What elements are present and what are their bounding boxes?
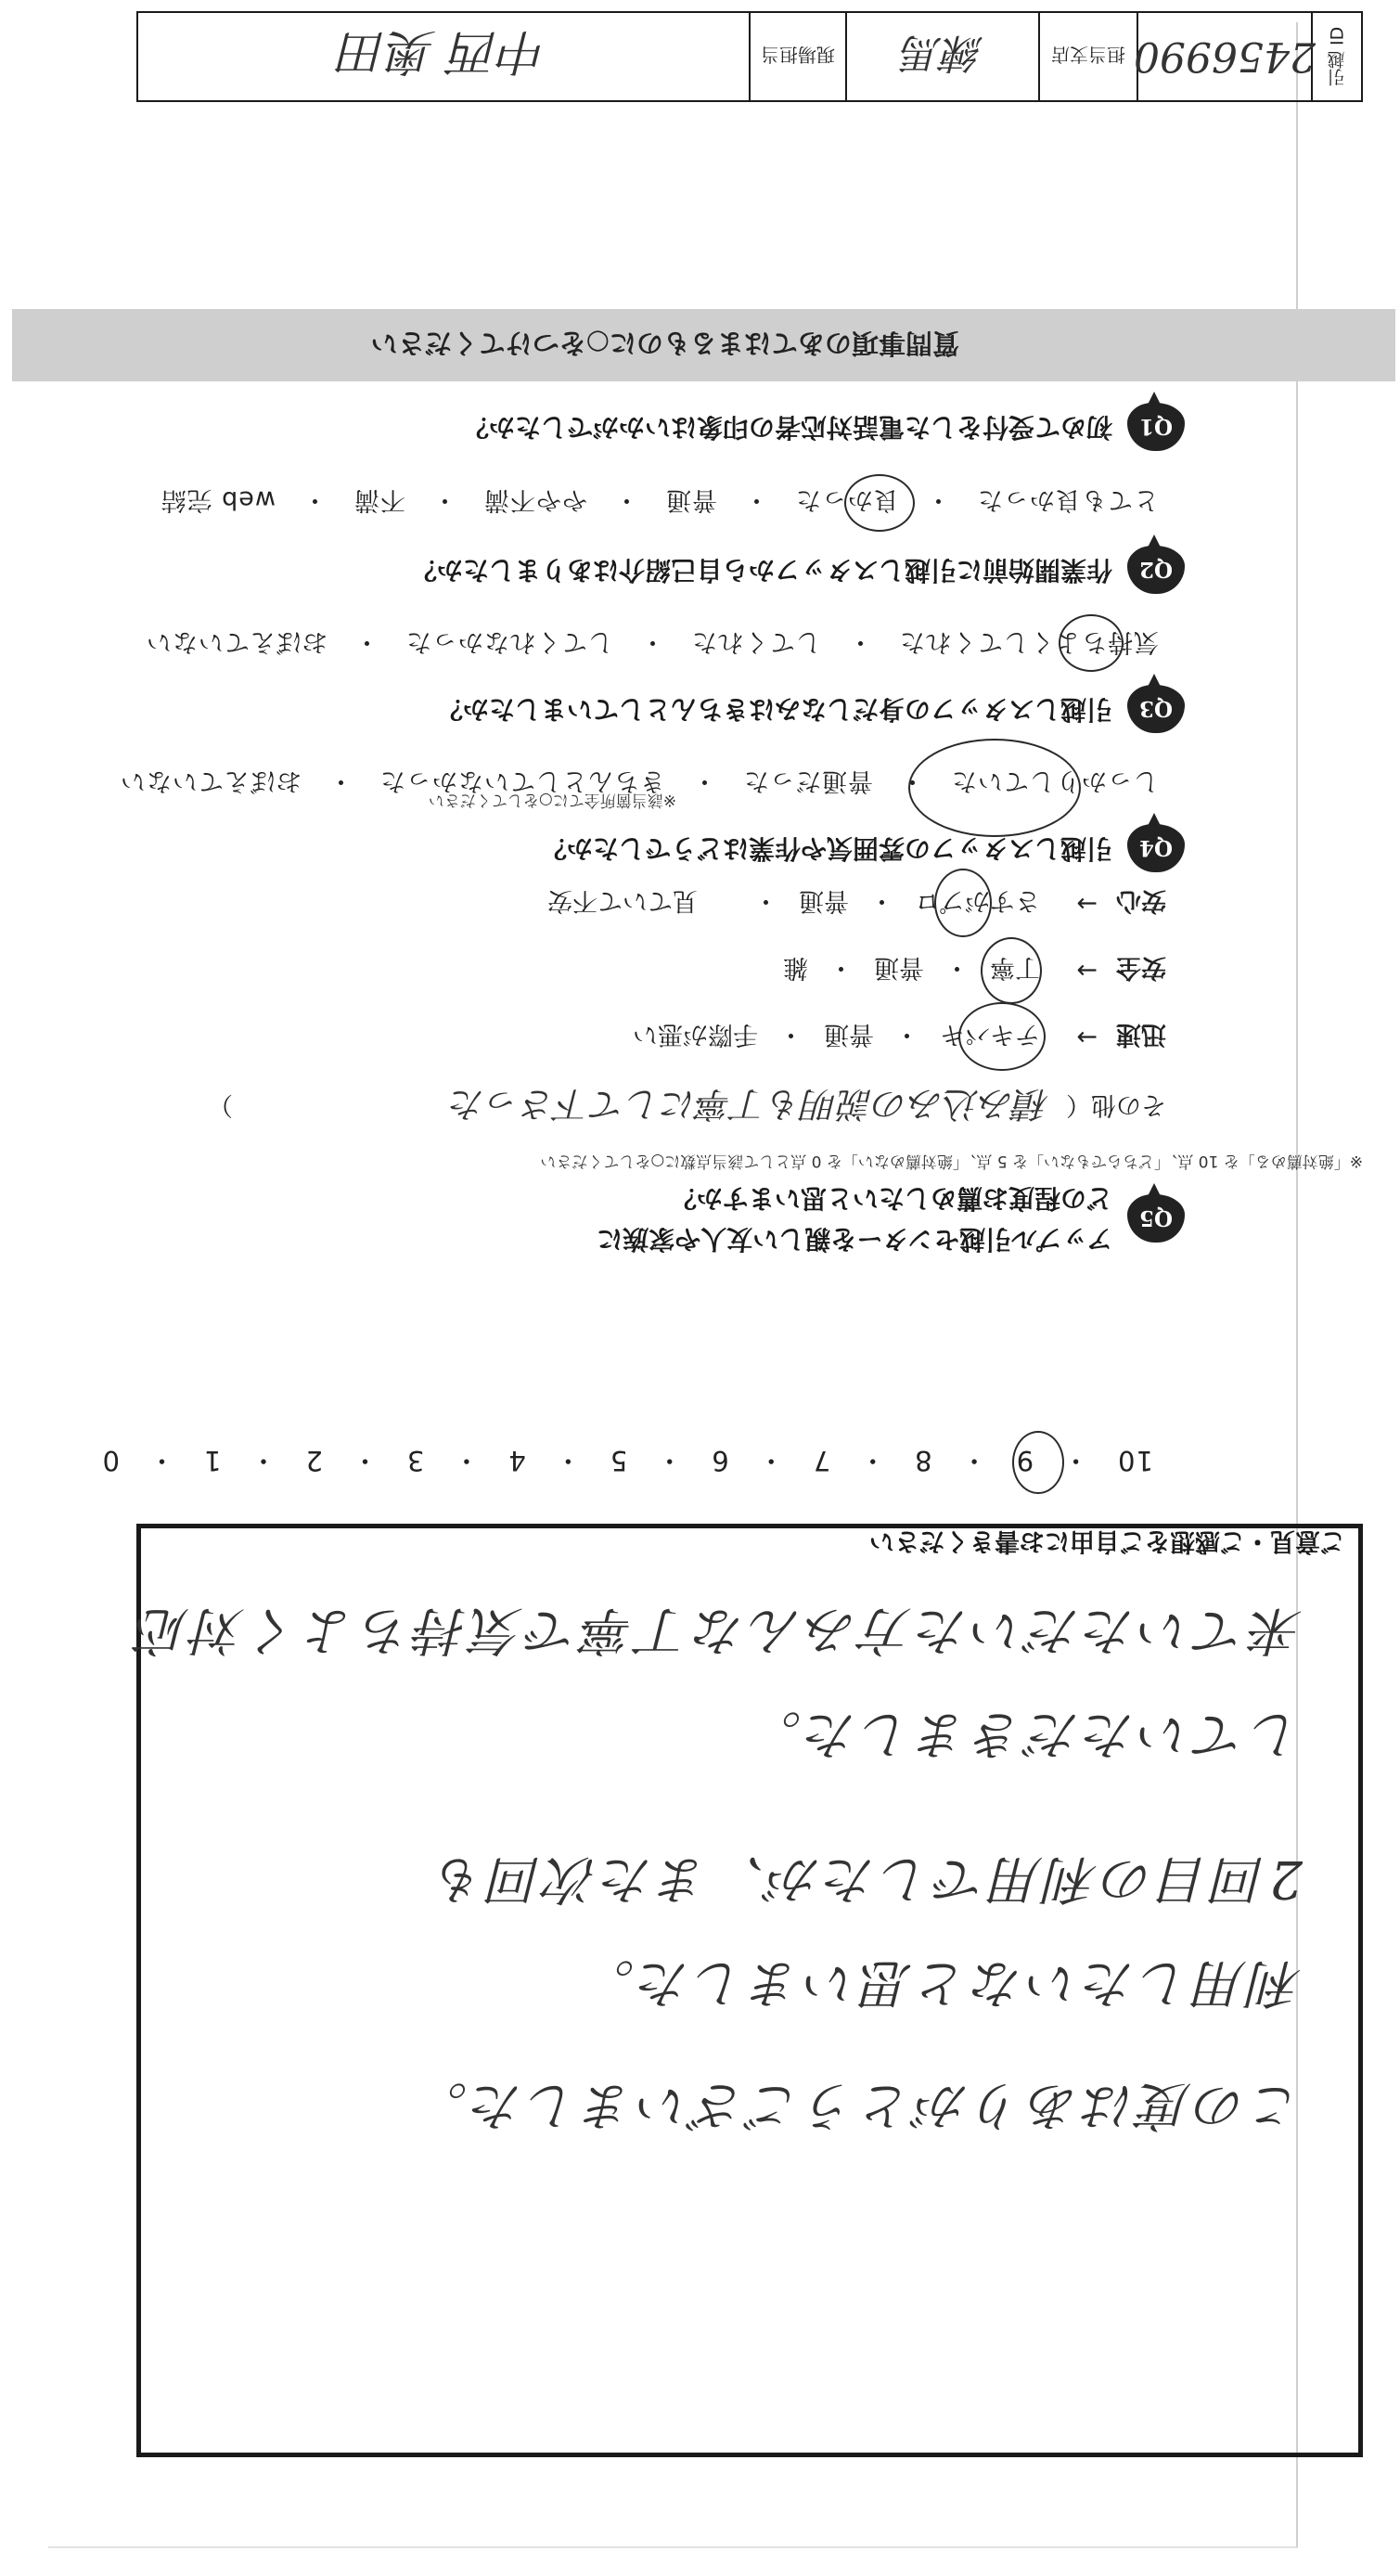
comment-box bbox=[136, 1524, 1363, 2457]
arrow-right-icon: → bbox=[1076, 889, 1098, 918]
q4-other-label: その他（ bbox=[1066, 1090, 1166, 1119]
q4-option: 普通 bbox=[799, 886, 849, 915]
q4-separator: ・ bbox=[944, 953, 970, 982]
q5-badge-icon: Q5 bbox=[1127, 1194, 1185, 1243]
q5-text-line1: アップル引越センターを親しい友人や家族に bbox=[597, 1224, 1112, 1255]
comment-line: 来ていただいた方みんな丁寧で気持ちよく対応 bbox=[134, 1600, 1303, 1660]
q4-option: 手際が悪い bbox=[633, 1020, 758, 1049]
arrow-right-icon: → bbox=[1076, 956, 1098, 985]
q4-note: ※該当箇所全てに○をしてください bbox=[428, 791, 676, 809]
q4-other-close: ） bbox=[208, 1090, 233, 1119]
move-id-label: 引越 ID bbox=[1311, 13, 1361, 100]
q4-option: さすがプロ bbox=[915, 886, 1040, 915]
q4-separator: ・ bbox=[869, 886, 894, 915]
comment-line: この度はありがとうございました。 bbox=[412, 2075, 1303, 2135]
q2-options: 気持ちよくしてくれた ・ してくれた ・ してくれなかった ・ おぼえていない bbox=[146, 627, 1159, 656]
q3-badge-icon: Q3 bbox=[1127, 685, 1185, 733]
q4-option: テキパキ bbox=[940, 1020, 1040, 1049]
instruction-banner bbox=[12, 309, 1395, 381]
comment-title: ご意見・ご感想をご自由にお書きください bbox=[869, 1526, 1345, 1555]
q4-option: 丁寧 bbox=[990, 953, 1040, 982]
q4-separator: ・ bbox=[778, 1020, 803, 1049]
q3-text: 引越しスタッフの身だしなみはきちんとしていましたか？ bbox=[436, 694, 1112, 725]
comment-line: していただきました。 bbox=[746, 1704, 1303, 1764]
q4-other-handwriting: 積み込みの説明も丁寧にして下さった bbox=[449, 1084, 1049, 1125]
q4-separator: ・ bbox=[753, 886, 778, 915]
q1-text: 初めて受付をした電話対応者の印象はいかがでしたか？ bbox=[462, 412, 1112, 443]
q4-row-label: 迅速 bbox=[1116, 1020, 1166, 1049]
branch-value: 練馬 bbox=[845, 13, 1038, 100]
q4-row-jinsoku bbox=[612, 1019, 1166, 1055]
branch-label: 担当支店 bbox=[1038, 13, 1137, 100]
staff-label: 現場担当 bbox=[749, 13, 845, 100]
q5-note: ※「絶対薦める」を 10 点、「どちらでもない」を 5 点、「絶対薦めない」を 0 点として該当点数に○をしてください bbox=[540, 1152, 1363, 1170]
staff-value: 中西 奥田 bbox=[339, 23, 548, 80]
comment-line: 2回目の利用でしたが、また次回も bbox=[430, 1848, 1303, 1909]
q4-separator: ・ bbox=[828, 953, 854, 982]
q4-separator: ・ bbox=[894, 1020, 919, 1049]
q3-options: しっかりしていた ・ 普通だった ・ きちんとしていなかった ・ おぼえていない bbox=[120, 766, 1159, 795]
comment-line: 利用したいなと思いました。 bbox=[579, 1952, 1303, 2013]
q4-row-anshin bbox=[527, 885, 1166, 921]
q4-row-anzen bbox=[763, 952, 1166, 988]
q4-row-label: 安心 bbox=[1116, 886, 1166, 915]
q4-option: 雑 bbox=[783, 953, 808, 982]
q1-badge-icon: Q1 bbox=[1127, 403, 1185, 451]
q4-text: 引越しスタッフの雰囲気や作業はどうでしたか？ bbox=[540, 833, 1112, 864]
q4-option: 見ていて不安 bbox=[547, 886, 698, 915]
footer-info-row bbox=[136, 11, 1363, 102]
q5-score-scale: 10 ・ 9 ・ 8 ・ 7 ・ 6 ・ 5 ・ 4 ・ 3 ・ 2 ・ 1 ・ 0 bbox=[101, 1445, 1153, 1476]
q5-text-line2: どの程度お薦めしたいと思いますか？ bbox=[670, 1183, 1112, 1214]
q4-option: 普通 bbox=[874, 953, 924, 982]
instruction-text: 質問事項のあてはまるものに○をつけてください bbox=[370, 328, 959, 360]
q4-other-row bbox=[208, 1082, 1166, 1133]
q4-badge-icon: Q4 bbox=[1127, 824, 1185, 872]
q1-options: とても良かった ・ 良かった ・ 普通 ・ やや不満 ・ 不満 ・ web 完結 bbox=[160, 485, 1159, 514]
q2-badge-icon: Q2 bbox=[1127, 546, 1185, 594]
q4-option: 普通 bbox=[824, 1020, 874, 1049]
arrow-right-icon: → bbox=[1076, 1023, 1098, 1051]
move-id-value: 2456990 bbox=[1137, 13, 1311, 100]
q2-text: 作業開始前に引越しスタッフから自己紹介はありましたか？ bbox=[410, 555, 1112, 586]
q4-row-label: 安全 bbox=[1116, 953, 1166, 982]
